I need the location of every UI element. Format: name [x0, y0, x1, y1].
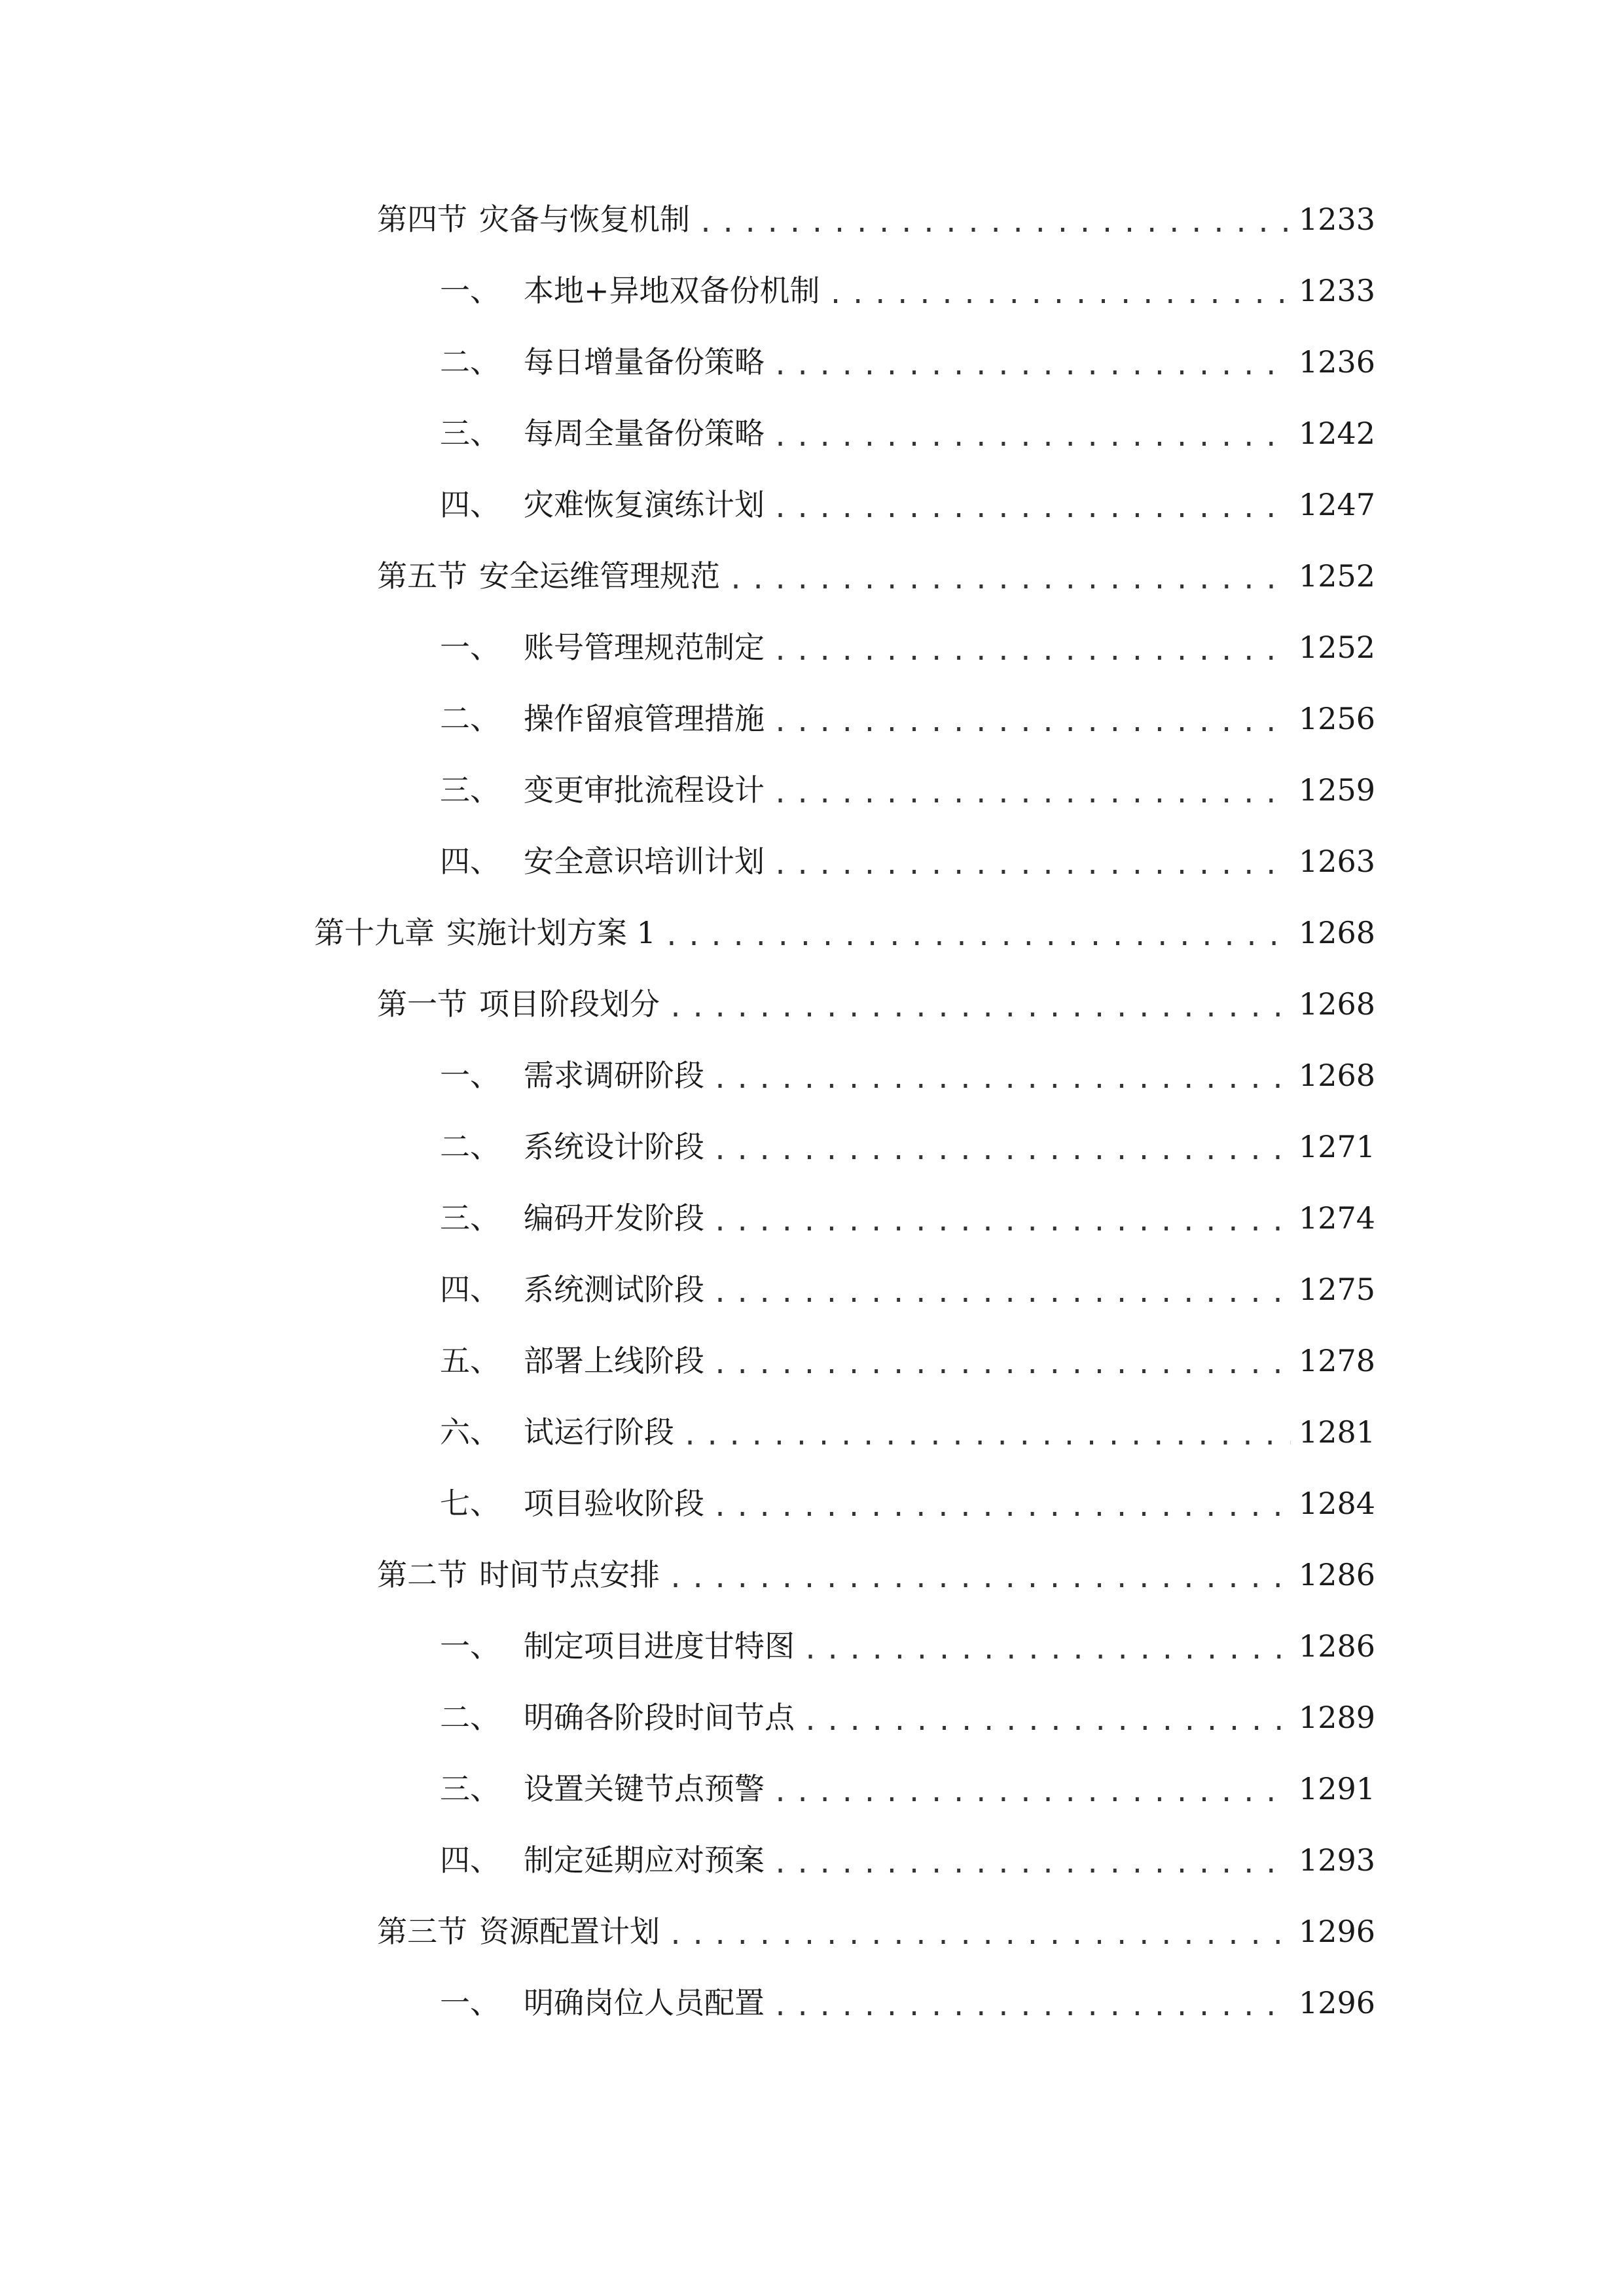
toc-item-number: 三、 [440, 416, 500, 451]
toc-page-number: 1259 [1299, 772, 1376, 808]
toc-page-number: 1242 [1299, 416, 1376, 451]
toc-page-number: 1247 [1299, 487, 1376, 522]
toc-dot-leader [712, 1056, 1291, 1102]
toc-entry-item[interactable] [440, 1266, 1376, 1312]
toc-entry-title: 项目验收阶段 [524, 1486, 704, 1521]
toc-dot-leader [772, 486, 1291, 531]
toc-entry-title: 灾难恢复演练计划 [524, 487, 765, 522]
toc-dot-leader [664, 914, 1291, 960]
toc-entry-item[interactable] [440, 339, 1376, 385]
toc-dot-leader [803, 1698, 1291, 1744]
toc-entry-title: 资源配置计划 [479, 1914, 660, 1949]
toc-entry-title: 时间节点安排 [479, 1557, 660, 1592]
toc-item-number: 五、 [440, 1343, 500, 1378]
toc-dot-leader [682, 1413, 1291, 1459]
toc-page-number: 1284 [1299, 1486, 1376, 1521]
toc-entry-item[interactable] [440, 1837, 1376, 1883]
toc-section-number: 第二节 [377, 1557, 467, 1592]
toc-page-number: 1296 [1299, 1914, 1376, 1949]
toc-page-number: 1233 [1299, 273, 1376, 308]
toc-item-number: 一、 [440, 630, 500, 665]
toc-dot-leader [803, 1627, 1291, 1673]
toc-entry-title: 账号管理规范制定 [524, 630, 765, 665]
toc-entry-item[interactable] [440, 1124, 1376, 1170]
toc-page-number: 1281 [1299, 1414, 1376, 1450]
toc-page-number: 1233 [1299, 202, 1376, 237]
toc-entry-title: 明确各阶段时间节点 [524, 1700, 795, 1735]
toc-item-number: 一、 [440, 1058, 500, 1093]
toc-entry-title: 安全运维管理规范 [479, 558, 720, 594]
toc-dot-leader [728, 557, 1291, 603]
toc-item-number: 六、 [440, 1414, 500, 1450]
toc-item-number: 三、 [440, 772, 500, 808]
toc-item-number: 四、 [440, 844, 500, 879]
toc-entry-title: 安全意识培训计划 [524, 844, 765, 879]
toc-dot-leader [668, 985, 1291, 1031]
toc-page-number: 1286 [1299, 1628, 1376, 1664]
toc-entry-item[interactable] [440, 268, 1376, 314]
toc-entry-title: 明确岗位人员配置 [524, 1985, 765, 2020]
toc-page-number: 1268 [1299, 915, 1376, 950]
toc-dot-leader [772, 1841, 1291, 1887]
toc-entry-section[interactable] [377, 553, 1376, 599]
toc-item-number: 四、 [440, 1842, 500, 1878]
toc-entry-section[interactable] [377, 1552, 1376, 1598]
toc-section-number: 第五节 [377, 558, 467, 594]
toc-entry-title: 变更审批流程设计 [524, 772, 765, 808]
toc-item-number: 一、 [440, 273, 500, 308]
toc-entry-title: 编码开发阶段 [524, 1200, 704, 1236]
toc-entry-item[interactable] [440, 1338, 1376, 1384]
toc-entry-title: 设置关键节点预警 [524, 1771, 765, 1806]
toc-entry-title: 实施计划方案 1 [446, 915, 656, 950]
toc-page-number: 1278 [1299, 1343, 1376, 1378]
toc-page-number: 1268 [1299, 1058, 1376, 1093]
toc-entry-section[interactable] [377, 196, 1376, 242]
toc-page-number: 1293 [1299, 1842, 1376, 1878]
toc-entry-item[interactable] [440, 1695, 1376, 1740]
toc-dot-leader [828, 272, 1291, 317]
toc-entry-title: 制定项目进度甘特图 [524, 1628, 795, 1664]
toc-entry-title: 系统测试阶段 [524, 1272, 704, 1307]
table-of-contents [0, 196, 1624, 2094]
toc-page-number: 1271 [1299, 1129, 1376, 1164]
toc-entry-title: 每日增量备份策略 [524, 344, 765, 380]
toc-entry-item[interactable] [440, 1980, 1376, 2026]
toc-item-number: 二、 [440, 344, 500, 380]
toc-page-number: 1252 [1299, 558, 1376, 594]
toc-dot-leader [712, 1270, 1291, 1316]
toc-page-number: 1263 [1299, 844, 1376, 879]
toc-entry-chapter[interactable] [314, 910, 1376, 956]
toc-dot-leader [772, 771, 1291, 817]
toc-page-number: 1296 [1299, 1985, 1376, 2020]
toc-page-number: 1291 [1299, 1771, 1376, 1806]
toc-entry-item[interactable] [440, 1766, 1376, 1812]
toc-dot-leader [772, 842, 1291, 888]
toc-entry-item[interactable] [440, 696, 1376, 742]
toc-chapter-number: 第十九章 [314, 915, 435, 950]
toc-entry-title: 每周全量备份策略 [524, 416, 765, 451]
toc-item-number: 一、 [440, 1628, 500, 1664]
toc-entry-title: 制定延期应对预案 [524, 1842, 765, 1878]
toc-entry-item[interactable] [440, 1195, 1376, 1241]
toc-page-number: 1289 [1299, 1700, 1376, 1735]
toc-entry-section[interactable] [377, 1909, 1376, 1954]
toc-page-number: 1274 [1299, 1200, 1376, 1236]
toc-page-number: 1286 [1299, 1557, 1376, 1592]
toc-section-number: 第三节 [377, 1914, 467, 1949]
toc-item-number: 三、 [440, 1200, 500, 1236]
toc-item-number: 一、 [440, 1985, 500, 2020]
toc-item-number: 七、 [440, 1486, 500, 1521]
toc-section-number: 第一节 [377, 986, 467, 1022]
toc-dot-leader [772, 414, 1291, 460]
toc-entry-item[interactable] [440, 410, 1376, 456]
toc-page-number: 1252 [1299, 630, 1376, 665]
toc-entry-title: 灾备与恢复机制 [479, 202, 690, 237]
toc-item-number: 四、 [440, 487, 500, 522]
toc-entry-item[interactable] [440, 838, 1376, 884]
toc-entry-title: 部署上线阶段 [524, 1343, 704, 1378]
toc-entry-item[interactable] [440, 1052, 1376, 1098]
toc-dot-leader [668, 1912, 1291, 1958]
toc-page-number: 1236 [1299, 344, 1376, 380]
toc-entry-title: 试运行阶段 [524, 1414, 674, 1450]
toc-dot-leader [712, 1484, 1291, 1530]
toc-dot-leader [772, 628, 1291, 674]
toc-entry-item[interactable] [440, 1480, 1376, 1526]
toc-dot-leader [698, 200, 1291, 246]
toc-entry-title: 项目阶段划分 [479, 986, 660, 1022]
toc-dot-leader [772, 700, 1291, 745]
toc-entry-item[interactable] [440, 624, 1376, 670]
toc-entry-title: 需求调研阶段 [524, 1058, 704, 1093]
toc-dot-leader [712, 1128, 1291, 1174]
toc-item-number: 三、 [440, 1771, 500, 1806]
toc-item-number: 二、 [440, 1700, 500, 1735]
toc-page-number: 1256 [1299, 701, 1376, 736]
toc-item-number: 二、 [440, 701, 500, 736]
toc-entry-title: 系统设计阶段 [524, 1129, 704, 1164]
toc-entry-item[interactable] [440, 1409, 1376, 1455]
toc-dot-leader [712, 1199, 1291, 1245]
toc-dot-leader [772, 343, 1291, 389]
toc-dot-leader [668, 1556, 1291, 1602]
toc-dot-leader [772, 1770, 1291, 1816]
toc-item-number: 二、 [440, 1129, 500, 1164]
toc-entry-section[interactable] [377, 981, 1376, 1027]
toc-page-number: 1268 [1299, 986, 1376, 1022]
toc-entry-item[interactable] [440, 1623, 1376, 1669]
toc-dot-leader [772, 1984, 1291, 2030]
toc-entry-item[interactable] [440, 767, 1376, 813]
toc-entry-item[interactable] [440, 482, 1376, 528]
toc-section-number: 第四节 [377, 202, 467, 237]
toc-page-number: 1275 [1299, 1272, 1376, 1307]
toc-entry-title: 本地+异地双备份机制 [524, 273, 820, 308]
toc-item-number: 四、 [440, 1272, 500, 1307]
toc-entry-title: 操作留痕管理措施 [524, 701, 765, 736]
toc-dot-leader [712, 1342, 1291, 1388]
